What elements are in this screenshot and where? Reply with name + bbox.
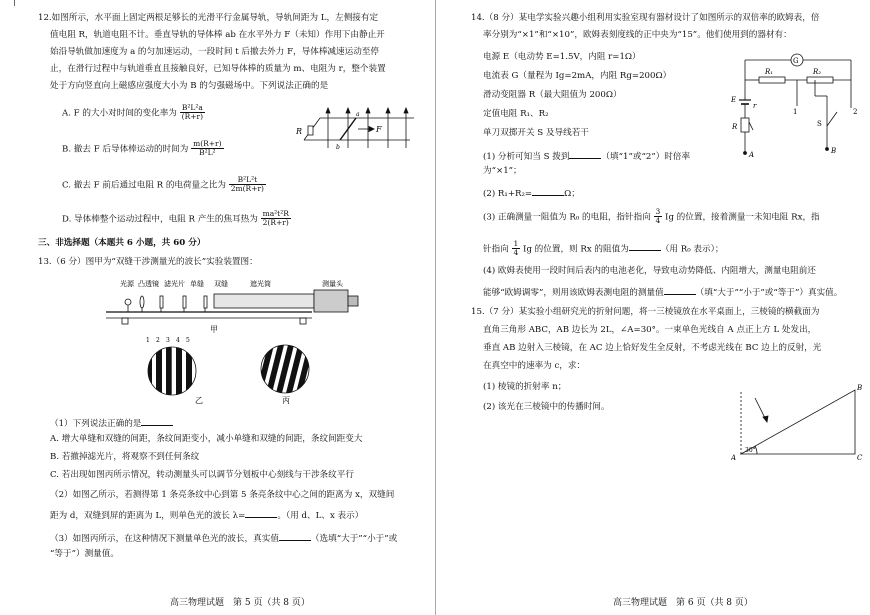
q14-fig-a: A: [749, 151, 755, 158]
q12-option-a: A. F 的大小对时间的变化率为 $\frac{\text{B²L²a}}{(R+r)}$: [62, 103, 204, 122]
q14-fig-r: r: [753, 102, 757, 110]
q14-equipment-5: 单刀双掷开关 S 及导线若干: [483, 128, 589, 138]
q13-fig-label: 滤光片: [164, 280, 185, 288]
q14-fig-g: G: [793, 57, 799, 65]
q14-sub1-line-2: 为“×1”；: [483, 166, 522, 176]
answer-blank[interactable]: [569, 149, 601, 159]
q13-sub1: （1）下列说法正确的是: [50, 416, 173, 431]
q12-fig-label-a: a: [356, 111, 360, 118]
fringe-number: 1: [146, 337, 150, 344]
q14-sub4-line-2: 能够“欧姆调零”，则用该欧姆表测电阻的测量值 （填“大于”“小于”或“等于”）真实值。: [483, 285, 842, 300]
q14-sub4-line-1: (4) 欧姆表使用一段时间后表内的电池老化，导致电动势降低、内阻增大，测量电阻前还: [483, 266, 816, 276]
fringe-number: 3: [166, 337, 170, 344]
q15-fig-angle: 30°: [745, 447, 756, 454]
q13-fig-caption-yi: 乙: [195, 396, 203, 405]
q13-option-a: A. 增大单缝和双缝的间距，条纹间距变小，减小单缝和双缝的间距，条纹间距变大: [50, 434, 363, 444]
footer-page-6: 高三物理试题 第 6 页（共 8 页）: [613, 597, 753, 608]
q13-sub3-line-1: （3）如图丙所示，在这种情况下测量单色光的波长，真实值 （选填“大于”“小于”或: [50, 531, 397, 546]
q13-fig-caption-bing: 丙: [282, 396, 290, 405]
q13-fringe-figure-bing: [255, 337, 327, 407]
q12-fig-label-b: b: [336, 144, 340, 151]
q14-sub3-line-2: 针指向 $\frac{1}{4}$ Ig 的位置，则 Rx 的阻值为 （用 R₀ 表示）；: [483, 239, 724, 258]
q14-sub3-line-1: (3) 正确测量一阻值为 R₀ 的电阻，指针指向 $\frac{3}{4}$ Ig 的位置，接着测量一未知电阻 Rx，指: [483, 207, 820, 226]
q14-fig-1: 1: [793, 108, 798, 116]
answer-blank[interactable]: [532, 186, 564, 196]
q13-fig-label: 光源: [120, 280, 134, 288]
q12-line-4: 止，在滑行过程中与轨道垂直且接触良好，已知导体棒的质量为 m、电阻为 r，整个装置: [50, 64, 386, 74]
q15-line-1: 15.（7 分）某实验小组研究光的折射问题，将一三棱镜放在水平桌面上，三棱镜的横截面为: [471, 307, 820, 317]
q14-equipment-1: 电源 E（电动势 E=1.5V，内阻 r=1Ω）: [483, 52, 641, 62]
fringe-number: 4: [176, 337, 180, 344]
q12-rail-figure: [290, 104, 420, 154]
q15-line-2: 直角三角形 ABC，AB 边长为 2L，∠A=30°。一束单色光线自 A 点正上方 L 处发出，: [483, 325, 817, 335]
q15-fig-c: C: [857, 454, 863, 462]
q15-sub2: (2) 该光在三棱镜中的传播时间。: [483, 402, 610, 412]
fringe-number: 2: [156, 337, 160, 344]
q14-fig-rr: R: [732, 123, 738, 131]
q15-sub1: (1) 棱镜的折射率 n；: [483, 382, 567, 392]
q13-fig-label: 双缝: [214, 280, 228, 288]
answer-blank[interactable]: [279, 531, 311, 541]
answer-blank[interactable]: [141, 416, 173, 426]
q13-fig-caption-jia: 甲: [210, 325, 218, 334]
q12-line-3: 始沿导轨做加速度为 a 的匀加速运动，一段时间 t 后撤去外力 F，导体棒减速运动至停: [50, 47, 379, 57]
q13-line-1: 13.（6 分）图甲为“双缝干涉测量光的波长”实验装置图：: [38, 257, 258, 267]
q14-sub2: (2) R₁+R₂= Ω；: [483, 186, 580, 201]
q14-equipment-3: 滑动变阻器 R（最大阻值为 200Ω）: [483, 90, 622, 100]
q13-fig-label: 单缝: [190, 280, 204, 288]
q14-fig-2: 2: [853, 108, 858, 116]
answer-blank[interactable]: [629, 241, 661, 251]
q14-equipment-2: 电流表 G（量程为 Ig=2mA，内阻 Rg=200Ω）: [483, 71, 672, 81]
q13-apparatus-figure: [100, 272, 365, 334]
q14-circuit-figure: [731, 50, 861, 158]
q13-option-b: B. 若撤掉滤光片，将观察不到任何条纹: [50, 452, 200, 462]
q14-fig-r1: R₁: [765, 68, 774, 76]
q15-fig-a: A: [731, 454, 737, 462]
q13-fig-label: 凸透镜: [138, 280, 159, 288]
q13-sub3-line-2: “等于”）测量值。: [50, 549, 119, 559]
q14-line-1: 14.（8 分）某电学实验兴趣小组利用实验室现有器材设计了如图所示的双倍率的欧姆表，倍: [471, 13, 820, 23]
right-page: [435, 0, 870, 615]
q15-line-3: 垂直 AB 边射入三棱镜，在 AC 边上恰好发生全反射，不考虑光线在 BC 边上的反射，光: [483, 343, 822, 353]
q12-line-5: 处于方向竖直向上磁感应强度大小为 B 的匀强磁场中。下列说法正确的是: [50, 81, 329, 91]
q14-sub1-line-1: (1) 分析可知当 S 拨到 （填“1”或“2”）时倍率: [483, 149, 690, 164]
q15-line-4: 在真空中的速率为 c，求：: [483, 361, 586, 371]
answer-blank[interactable]: [664, 285, 696, 295]
fringe-number: 5: [186, 337, 190, 344]
q13-option-c: C. 若出现如图丙所示情况，转动测量头可以调节分划板中心刻线与干涉条纹平行: [50, 470, 354, 480]
q12-line-2: 值电阻 R，轨道电阻不计。垂直导轨的导体棒 ab 在水平外力 F（未知）作用下由静止开: [50, 30, 385, 40]
q12-option-b: B. 撤去 F 后导体棒运动的时间为 $\frac{m(R+r)}{\text{B²L²}}$: [62, 139, 222, 158]
q13-sub2-line-2: 距为 d，双缝到屏的距离为 L，则单色光的波长 λ= 。（用 d、L、x 表示）: [50, 508, 363, 523]
q12-fig-label-r: R: [296, 127, 303, 136]
q14-equipment-4: 定值电阻 R₁、R₂: [483, 109, 549, 119]
q12-line-1: 12.如图所示，水平面上固定两根足够长的光滑平行金属导轨，导轨间距为 L，左侧接有定: [38, 13, 379, 23]
q12-option-d: D. 导体棒整个运动过程中，电阻 R 产生的焦耳热为 $\frac{\text{ma²t²R}}{2(R+r)}$: [62, 209, 289, 228]
q12-fig-label-f: F: [376, 125, 382, 134]
section-heading: 三、非选择题（本题共 6 小题，共 60 分）: [38, 238, 206, 248]
answer-blank[interactable]: [245, 508, 277, 518]
q13-fringe-figure-yi: [140, 333, 212, 407]
q15-prism-figure: [731, 382, 867, 464]
q14-fig-e: E: [731, 96, 737, 104]
q13-sub2-line-1: （2）如图乙所示，若测得第 1 条亮条纹中心到第 5 条亮条纹中心之间的距离为 x，双缝间: [50, 490, 395, 500]
footer-page-5: 高三物理试题 第 5 页（共 8 页）: [170, 597, 310, 608]
q13-fig-label: 遮光筒: [250, 280, 271, 288]
q14-fig-b: B: [831, 147, 837, 155]
q14-line-2: 率分别为“×1”和“×10”，欧姆表刻度线的正中央为“15”。他们使用到的器材有：: [483, 30, 792, 40]
q14-fig-r2: R₂: [813, 68, 822, 76]
q14-fig-s: S: [817, 120, 822, 128]
q12-option-c: C. 撤去 F 前后通过电阻 R 的电荷量之比为 $\frac{\text{B²L²t}}{2m(R+r)}$: [62, 175, 264, 194]
q13-fig-label: 测量头: [322, 280, 343, 288]
q15-fig-b: B: [857, 384, 863, 392]
